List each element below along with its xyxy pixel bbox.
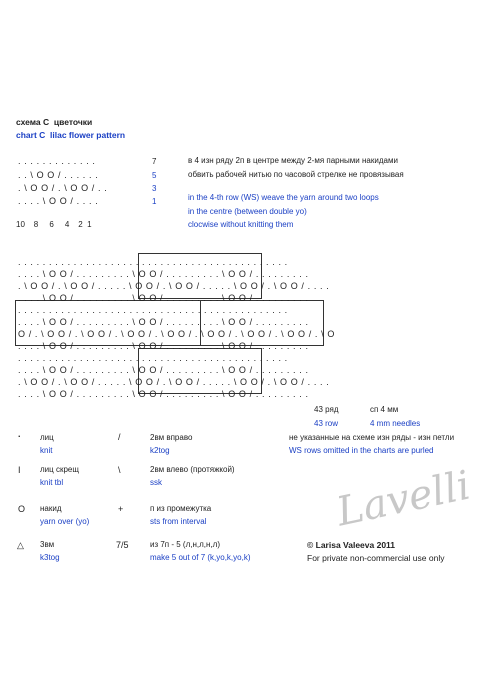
big-chart-row: . . . . \ O O / . . . . . . . . . \ O O / . . . . . . . . . \ O O / . . . . . . . . . bbox=[18, 293, 309, 303]
legend-ru: лиц bbox=[40, 433, 54, 442]
needles-ru: сп 4 мм bbox=[370, 405, 399, 414]
legend-symbol-make-5-of-7: 7/5 bbox=[116, 540, 129, 550]
legend-symbol-k2tog: / bbox=[118, 432, 121, 442]
legend-symbol-knit-tbl: I bbox=[18, 465, 21, 475]
legend-symbol-yarn-over: O bbox=[18, 504, 26, 514]
big-chart-row: . . . . . . . . . . . . . . . . . . . . . . . . . . . . . . . . . . . . . . . . . . . . bbox=[18, 257, 288, 267]
ws-note-ru: не указанные на схеме изн ряды - изн петли bbox=[289, 433, 455, 442]
legend-ru: п из промежутка bbox=[150, 504, 212, 513]
big-chart-row: . \ O O / . \ O O / . . . . . \ O O / . \ O O / . . . . . \ O O / . \ O O / . . . . bbox=[18, 377, 330, 387]
small-chart-row-7: . . . . . . . . . . . . . bbox=[18, 156, 96, 166]
private-use-note: For private non-commercial use only bbox=[307, 553, 445, 563]
big-chart-row: . . . . . . . . . . . . . . . . . . . . . . . . . . . . . . . . . . . . . . . . . . . . bbox=[18, 305, 288, 315]
big-chart-row: . . . . \ O O / . . . . . . . . . \ O O / . . . . . . . . . \ O O / . . . . . . . . . bbox=[18, 341, 309, 351]
big-chart-row: O / . \ O O / . \ O O / . \ O O / . \ O O / . \ O O / . \ O O / . \ O O / . \ O bbox=[18, 329, 335, 339]
legend-ru: 3вм bbox=[40, 540, 55, 549]
legend-ru: накид bbox=[40, 504, 62, 513]
note-en-line3: clocwise without knitting them bbox=[188, 220, 294, 229]
row-count-ru: 43 ряд bbox=[314, 405, 339, 414]
legend-ru: лиц скрещ bbox=[40, 465, 79, 474]
legend-en: k2tog bbox=[150, 446, 170, 455]
big-chart-row: . . . . \ O O / . . . . . . . . . \ O O / . . . . . . . . . \ O O / . . . . . . . . . bbox=[18, 317, 309, 327]
big-chart-row: . \ O O / . \ O O / . . . . . \ O O / . \ O O / . . . . . \ O O / . \ O O / . . . . bbox=[18, 281, 330, 291]
legend-ru: 2вм влево (протяжкой) bbox=[150, 465, 235, 474]
small-chart-row-3: . \ O O / . \ O O / . . bbox=[18, 183, 108, 193]
note-ru-line1: в 4 изн ряду 2п в центре между 2-мя парными накидами bbox=[188, 156, 398, 165]
ws-note-en: WS rows omitted in the charts are purled bbox=[289, 446, 434, 455]
legend-en: sts from interval bbox=[150, 517, 207, 526]
big-chart-row: . . . . \ O O / . . . . . . . . . \ O O / . . . . . . . . . \ O O / . . . . . . . . . bbox=[18, 365, 309, 375]
small-chart-row-5: . . \ O O / . . . . . . bbox=[18, 170, 99, 180]
big-chart-row: . . . . \ O O / . . . . . . . . . \ O O / . . . . . . . . . \ O O / . . . . . . . . . bbox=[18, 389, 309, 399]
legend-symbol-knit: . bbox=[18, 429, 21, 439]
big-chart-row: . . . . . . . . . . . . . . . . . . . . . . . . . . . . . . . . . . . . . . . . . . . . bbox=[18, 353, 288, 363]
small-chart-rownum-3: 3 bbox=[152, 184, 157, 193]
row-count-en: 43 row bbox=[314, 419, 339, 428]
copyright: © Larisa Valeeva 2011 bbox=[307, 540, 396, 550]
chart-title-ru: схема С цветочки bbox=[16, 117, 93, 127]
note-en-line1: in the 4-th row (WS) weave the yarn around two loops bbox=[188, 193, 379, 202]
legend-symbol-ssk: \ bbox=[118, 465, 121, 475]
note-ru-line2: обвить рабочей нитью по часовой стрелке не провязывая bbox=[188, 170, 404, 179]
chart-title-en: chart C lilac flower pattern bbox=[16, 130, 126, 140]
legend-ru: из 7п - 5 (л,н,л,н,л) bbox=[150, 540, 220, 549]
legend-en: knit bbox=[40, 446, 53, 455]
small-chart-rownum-1: 1 bbox=[152, 197, 157, 206]
small-chart-column-numbers: 10 8 6 4 2 1 bbox=[16, 220, 92, 229]
legend-en: ssk bbox=[150, 478, 162, 487]
signature-watermark: Lavelli bbox=[332, 462, 475, 536]
legend-symbol-sts-from-interval: + bbox=[118, 504, 124, 514]
legend-en: make 5 out of 7 (k,yo,k,yo,k) bbox=[150, 553, 251, 562]
legend-en: yarn over (yo) bbox=[40, 517, 90, 526]
legend-ru: 2вм вправо bbox=[150, 433, 193, 442]
small-chart-row-1: . . . . \ O O / . . . . bbox=[18, 196, 99, 206]
legend-en: k3tog bbox=[40, 553, 60, 562]
needles-en: 4 mm needles bbox=[370, 419, 421, 428]
note-en-line2: in the centre (between double yo) bbox=[188, 207, 307, 216]
legend-symbol-k3tog: △ bbox=[17, 540, 24, 550]
legend-en: knit tbl bbox=[40, 478, 64, 487]
big-chart-row: . . . . \ O O / . . . . . . . . . \ O O / . . . . . . . . . \ O O / . . . . . . . . . bbox=[18, 269, 309, 279]
small-chart-rownum-7: 7 bbox=[152, 157, 157, 166]
small-chart-rownum-5: 5 bbox=[152, 171, 157, 180]
